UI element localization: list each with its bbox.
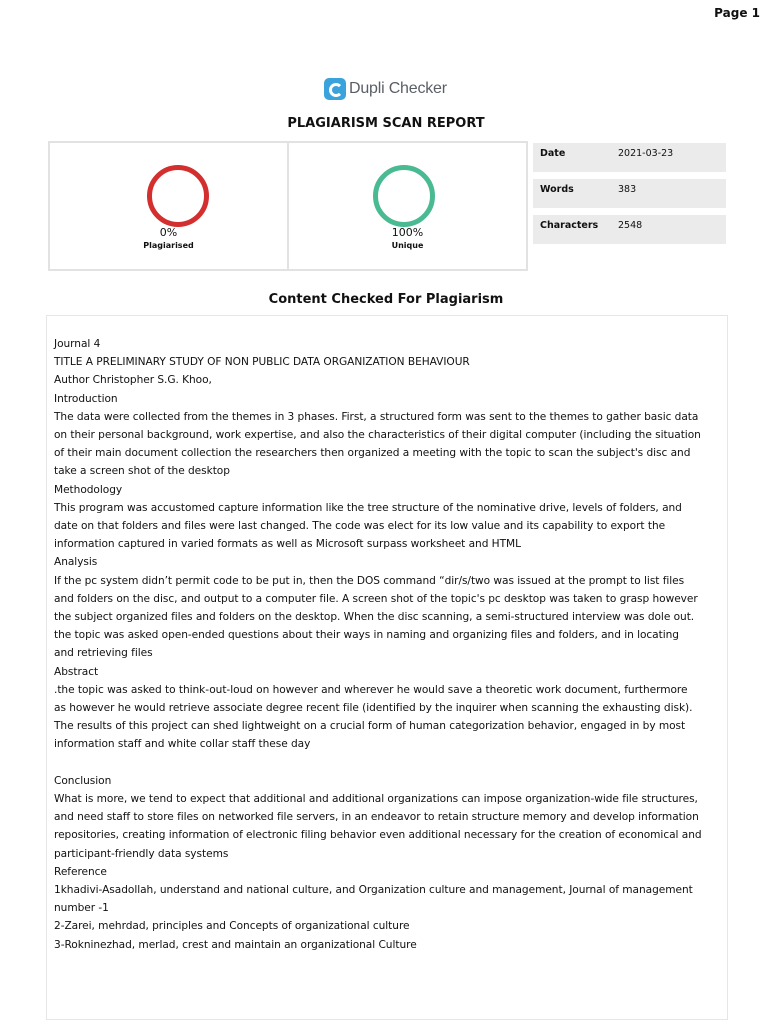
content-line: Reference <box>54 865 107 878</box>
content-line: take a screen shot of the desktop <box>54 465 230 478</box>
plagiarised-value: 0% <box>159 226 178 239</box>
content-line: the topic was asked open-ended questions about their ways in naming and organizing files and folders, and in locating <box>54 629 679 642</box>
content-line: 2-Zarei, mehrdad, principles and Concepts of organizational culture <box>54 920 410 933</box>
content-line: 3-Rokninezhad, merlad, crest and maintain an organizational Culture <box>54 938 417 951</box>
content-line: and need staff to store files on networked file servers, in an endeavor to retain structure memory and develop information <box>54 811 699 824</box>
content-line: What is more, we tend to expect that additional and additional organizations can impose organization-wide file structures, <box>54 793 698 806</box>
stat-value: 383 <box>618 184 637 195</box>
content-line: 1khadivi-Asadollah, understand and national culture, and Organization culture and management, Journal of management <box>54 884 693 897</box>
content-line: Author Christopher S.G. Khoo, <box>54 374 212 387</box>
plagiarised-label: Plagiarised <box>143 241 194 250</box>
stat-key: Characters <box>540 220 599 231</box>
content-line: Abstract <box>54 665 99 678</box>
content-title: Content Checked For Plagiarism <box>268 292 504 307</box>
content-line: Analysis <box>54 556 98 569</box>
plagiarised-ring-icon <box>147 165 209 227</box>
content-line: The data were collected from the themes in 3 phases. First, a structured form was sent to the themes to gather basic data <box>54 410 699 423</box>
unique-value: 100% <box>391 226 424 239</box>
content-line: information captured in varied formats as well as Microsoft surpass worksheet and HTML <box>54 538 521 551</box>
page-number: Page 1 <box>714 6 760 20</box>
logo-icon <box>324 78 346 100</box>
content-line: and folders on the disc, and output to a computer file. A screen shot of the topic's pc desktop was taken to grasp however <box>54 592 698 605</box>
stat-key: Words <box>540 184 574 195</box>
checked-content <box>46 315 728 1020</box>
content-line: repositories, creating information of electronic filing behavior even additional necessary for the creation of economical and <box>54 829 702 842</box>
content-line: of their main document collection the researchers then organized a meeting with the topic to scan the subject's disc and <box>54 447 691 460</box>
unique-ring-icon <box>373 165 435 227</box>
logo-text: Dupli Checker <box>349 80 447 97</box>
content-line: .the topic was asked to think-out-loud on however and wherever he would save a theoretic work document, furthermore <box>54 683 688 696</box>
content-line: date on that folders and files were last changed. The code was elect for its low value and its capability to export the <box>54 520 666 533</box>
stat-value: 2548 <box>618 220 643 231</box>
stat-date <box>533 143 726 172</box>
content-line: participant-friendly data systems <box>54 847 229 860</box>
content-line <box>54 754 721 772</box>
content-line: TITLE A PRELIMINARY STUDY OF NON PUBLIC DATA ORGANIZATION BEHAVIOUR <box>54 356 470 369</box>
content-line: and retrieving files <box>54 647 153 660</box>
content-line: as however he would retrieve associate degree recent file (identified by the inquirer when scanning the exhausting disk). <box>54 702 693 715</box>
content-line: If the pc system didn’t permit code to be put in, then the DOS command “dir/s/two was issued at the prompt to list files <box>54 574 685 587</box>
content-line: information staff and white collar staff these day <box>54 738 311 751</box>
stat-words <box>533 179 726 208</box>
content-line: Introduction <box>54 392 118 405</box>
content-line: Journal 4 <box>54 338 101 350</box>
unique-score <box>289 143 526 269</box>
content-line: the subject organized files and folders on the desktop. When the disc scanning, a semi-structured interview was dole out. <box>54 611 695 624</box>
stat-characters <box>533 215 726 244</box>
report-title: PLAGIARISM SCAN REPORT <box>287 116 485 131</box>
content-line: number -1 <box>54 902 109 915</box>
content-line: This program was accustomed capture information like the tree structure of the nominative drive, levels of folders, and <box>54 501 682 514</box>
stat-key: Date <box>540 148 566 159</box>
content-line: Conclusion <box>54 774 112 787</box>
content-line: on their personal background, work expertise, and also the characteristics of their digital computer (including the situation <box>54 429 701 442</box>
report-stats <box>533 143 726 251</box>
content-line: The results of this project can shed lightweight on a crucial form of human categorization behavior, engaged in by most <box>54 720 686 733</box>
plagiarised-score <box>50 143 289 269</box>
stat-value: 2021-03-23 <box>618 148 674 159</box>
content-line: Methodology <box>54 483 123 496</box>
score-summary <box>48 141 528 271</box>
duplichecker-logo <box>324 78 447 100</box>
unique-label: Unique <box>391 241 424 250</box>
